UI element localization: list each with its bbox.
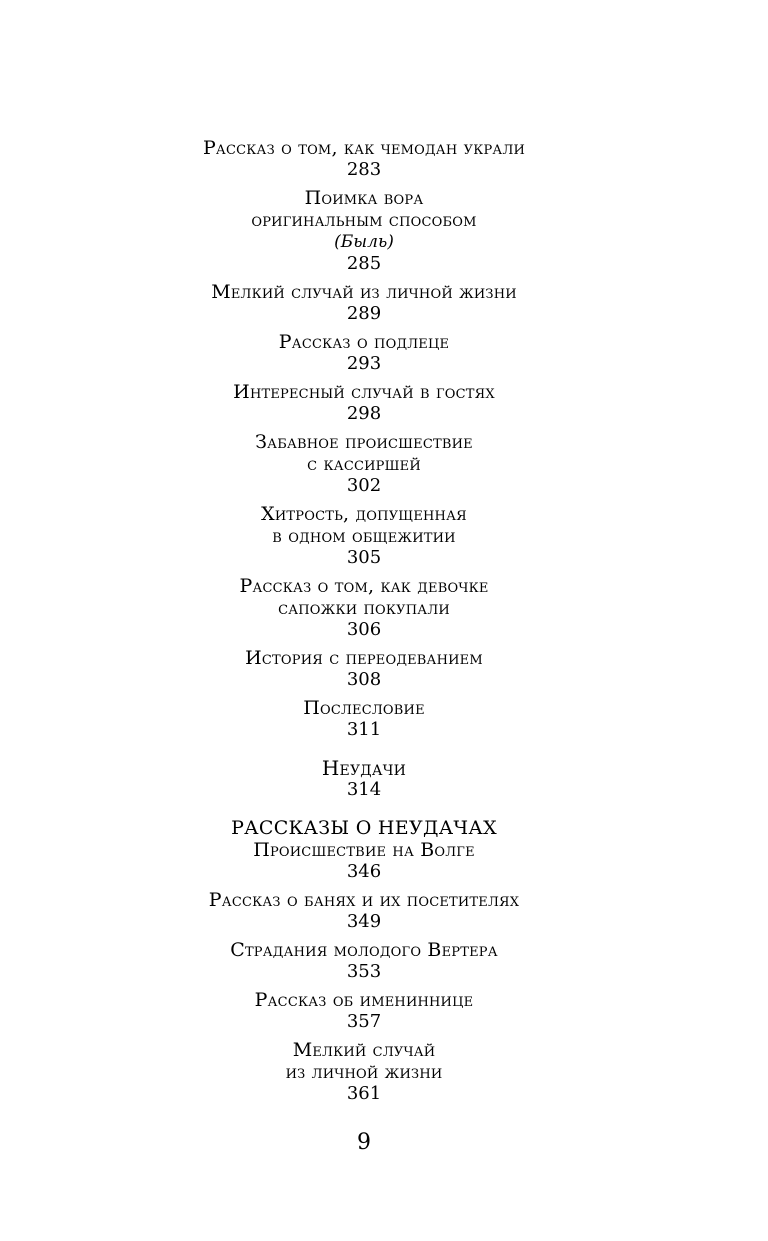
toc-entry [0, 939, 728, 982]
entry-page-number: 308 [346, 669, 382, 690]
toc-entry [0, 697, 728, 740]
entry-title-line: оригинальным способом [251, 209, 477, 231]
entry-page-number: 311 [346, 719, 382, 740]
toc-major-entry [0, 757, 728, 800]
entry-title-line: Рассказ о подлеце [278, 331, 450, 353]
toc-entry [0, 989, 728, 1032]
entry-title-line: сапожки покупали [278, 597, 450, 619]
entry-title-line: Хитрость, допущенная [261, 503, 467, 525]
entry-title-line: Интересный случай в гостях [233, 381, 495, 403]
toc-entry [0, 137, 728, 180]
toc-entry [0, 431, 728, 496]
entry-page-number: 306 [346, 619, 382, 640]
toc-entry [0, 839, 728, 882]
entry-page-number: 289 [346, 303, 382, 324]
major-entry-title: Неудачи [321, 756, 407, 780]
entry-title-line: в одном общежитии [272, 525, 456, 547]
section-heading: РАССКАЗЫ О НЕУДАЧАХ [231, 817, 497, 839]
entry-title-line: Рассказ о банях и их посетителях [208, 889, 520, 911]
entry-title-line: Страдания молодого Вертера [230, 939, 498, 961]
entry-page-number: 285 [346, 253, 382, 274]
entry-page-number: 314 [346, 779, 382, 800]
entry-page-number: 353 [346, 961, 382, 982]
table-of-contents [0, 137, 728, 1104]
toc-entry [0, 187, 728, 274]
entry-title-line: с кассиршей [307, 453, 421, 475]
entry-page-number: 293 [346, 353, 382, 374]
entry-title-line: Мелкий случай из личной жизни [211, 281, 517, 303]
entry-title-line: из личной жизни [285, 1061, 443, 1083]
entry-page-number: 302 [346, 475, 382, 496]
entry-title-line: Мелкий случай [292, 1039, 436, 1061]
toc-entry [0, 1039, 728, 1104]
entry-page-number: 349 [346, 911, 382, 932]
toc-entry [0, 889, 728, 932]
page-folio-number: 9 [357, 1130, 371, 1155]
entry-title-line: Рассказ о том, как чемодан украли [202, 137, 526, 159]
toc-entry [0, 331, 728, 374]
entry-subtitle: (Быль) [334, 232, 394, 252]
toc-entry [0, 381, 728, 424]
entry-title-line: Послесловие [303, 697, 425, 719]
entry-title-line: История с переодеванием [245, 647, 483, 669]
entry-title-line: Поимка вора [304, 187, 424, 209]
entry-page-number: 346 [346, 861, 382, 882]
entry-title-line: Рассказ о том, как девочке [239, 575, 489, 597]
entry-page-number: 298 [346, 403, 382, 424]
entry-page-number: 305 [346, 547, 382, 568]
entry-page-number: 361 [346, 1083, 382, 1104]
entry-title-line: Рассказ об имениннице [254, 989, 474, 1011]
toc-entry [0, 575, 728, 640]
entry-page-number: 283 [346, 159, 382, 180]
entry-title-line: Происшествие на Волге [253, 839, 475, 861]
entry-page-number: 357 [346, 1011, 382, 1032]
toc-entry [0, 647, 728, 690]
entry-title-line: Забавное происшествие [255, 431, 473, 453]
toc-entry [0, 503, 728, 568]
toc-entry [0, 281, 728, 324]
